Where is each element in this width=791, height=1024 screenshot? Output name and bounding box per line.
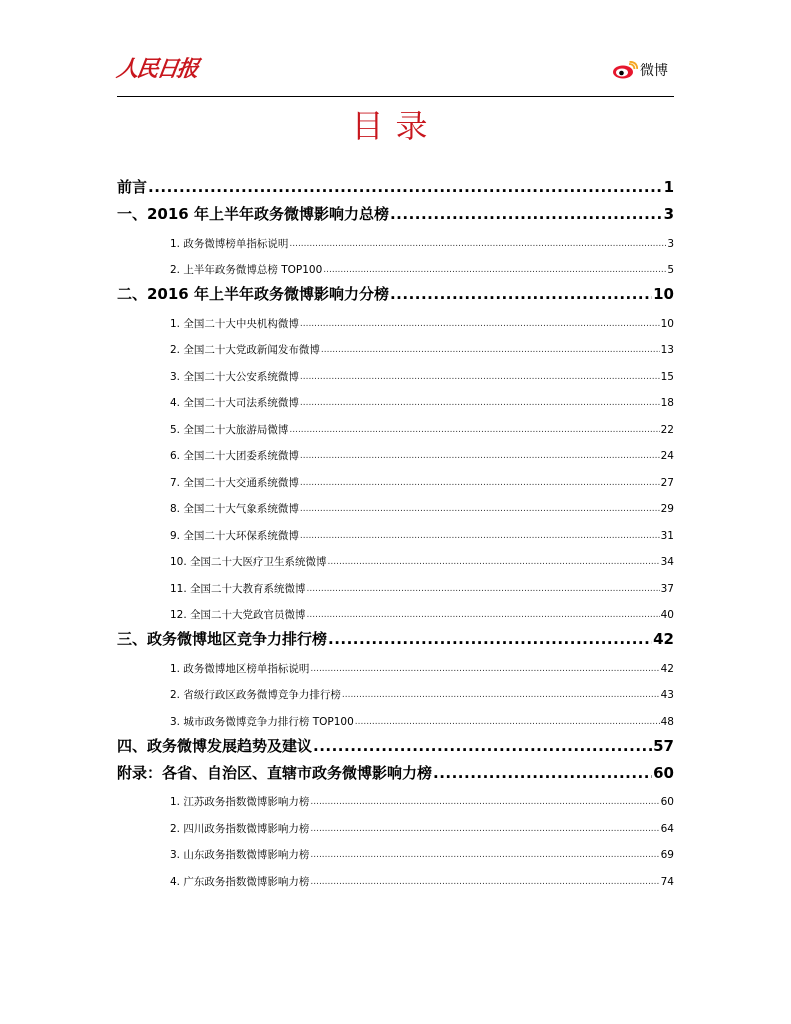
toc-entry-label: 3. 全国二十大公安系统微博 [170,370,299,383]
toc-page-number: 27 [660,476,674,489]
toc-section-entry[interactable] [117,197,674,224]
toc-dot-leader [300,317,660,331]
toc-page-number: 34 [660,556,674,568]
toc-page-number: 3 [663,205,674,223]
page-title: 目录 [351,107,440,145]
toc-section-entry[interactable] [117,170,674,197]
toc-section-entry[interactable] [117,622,674,649]
toc-page-number: 69 [660,849,674,861]
toc-dot-leader [342,688,660,702]
toc-entry-label: 2. 上半年政务微博总榜 TOP100 [170,264,323,276]
toc-dot-leader [300,396,660,410]
toc-entry-label: 2. 四川政务指数微博影响力榜 [170,822,310,835]
toc-entry-label: 四、政务微博发展趋势及建议 [117,736,313,755]
toc-subsection-entry[interactable] [117,809,674,836]
toc-page-number: 64 [660,822,674,835]
toc-entry-label: 3. 城市政务微博竞争力排行榜 TOP100 [170,715,354,728]
toc-page-number: 22 [660,423,674,436]
toc-entry-label: 8. 全国二十大气象系统微博 [170,503,299,515]
toc-dot-leader [310,795,659,809]
toc-dot-leader [390,204,663,224]
toc-entry-label: 4. 广东政务指数微博影响力榜 [170,875,310,888]
toc-dot-leader [310,662,659,676]
toc-page-number: 24 [660,450,674,462]
toc-subsection-entry[interactable] [117,702,674,729]
toc-page-number: 3 [667,237,674,250]
toc-subsection-entry[interactable] [117,649,674,676]
toc-entry-label: 4. 全国二十大司法系统微博 [170,397,299,409]
toc-page-number: 10 [660,317,674,330]
toc-entry-label: 一、2016 年上半年政务微博影响力总榜 [117,205,389,223]
toc-page-number: 43 [660,689,674,701]
toc-subsection-entry[interactable] [117,516,674,543]
toc-page-number: 42 [660,662,674,675]
toc-subsection-entry[interactable] [117,410,674,437]
toc-page-number: 60 [660,796,674,808]
toc-dot-leader [289,423,659,437]
toc-dot-leader [310,875,659,889]
toc-page-number: 15 [660,370,674,383]
toc-dot-leader [310,822,659,836]
peoples-daily-logo: 人民日报 [114,56,199,82]
toc-subsection-entry[interactable] [117,543,674,570]
toc-dot-leader [323,263,666,277]
toc-entry-label: 1. 政务微博地区榜单指标说明 [170,662,310,675]
toc-subsection-entry[interactable] [117,304,674,331]
toc-dot-leader [289,237,666,251]
toc-subsection-entry[interactable] [117,437,674,464]
weibo-logo-text: 微博 [640,63,668,79]
toc-subsection-entry[interactable] [117,569,674,596]
toc-entry-label: 1. 全国二十大中央机构微博 [170,317,299,330]
toc-page-number: 42 [653,630,674,648]
toc-page-number: 13 [660,344,674,356]
toc-entry-label: 附录：各省、自治区、直辖市政务微博影响力榜 [117,763,433,782]
toc-dot-leader [300,529,660,543]
weibo-logo [612,60,668,80]
toc-subsection-entry[interactable] [117,384,674,411]
toc-subsection-entry[interactable] [117,357,674,384]
toc-entry-label: 二、2016 年上半年政务微博影响力分榜 [117,285,389,303]
toc-subsection-entry[interactable] [117,676,674,703]
toc-page-number: 57 [653,736,674,755]
toc-subsection-entry[interactable] [117,490,674,517]
toc-dot-leader [300,449,660,463]
toc-page-number: 40 [660,609,674,621]
toc-entry-label: 3. 山东政务指数微博影响力榜 [170,849,310,861]
toc-dot-leader [307,582,660,596]
toc-entry-label: 2. 全国二十大党政新闻发布微博 [170,344,320,356]
toc-section-entry[interactable] [117,756,674,783]
toc-dot-leader [310,848,659,862]
toc-subsection-entry[interactable] [117,783,674,810]
toc-entry-label: 三、政务微博地区竞争力排行榜 [117,630,328,648]
toc-dot-leader [300,502,660,516]
toc-dot-leader [328,555,660,569]
toc-page-number: 48 [660,715,674,728]
toc-subsection-entry[interactable] [117,251,674,278]
toc-dot-leader [321,343,660,357]
toc-dot-leader [148,177,663,197]
toc-entry-label: 1. 政务微博榜单指标说明 [170,237,289,250]
toc-dot-leader [328,629,652,649]
toc-page-number: 10 [653,285,674,303]
toc-dot-leader [307,608,660,622]
toc-entry-label: 5. 全国二十大旅游局微博 [170,423,289,436]
toc-subsection-entry[interactable] [117,331,674,358]
toc-dot-leader [390,284,652,304]
toc-section-entry[interactable] [117,729,674,756]
toc-dot-leader [355,715,660,729]
toc-dot-leader [300,476,660,490]
toc-page-number: 18 [660,397,674,409]
toc-page-number: 1 [663,178,674,196]
toc-entry-label: 2. 省级行政区政务微博竞争力排行榜 [170,689,341,701]
toc-page-number: 60 [653,763,674,782]
toc-subsection-entry[interactable] [117,862,674,889]
toc-subsection-entry[interactable] [117,224,674,251]
toc-page-number: 37 [660,582,674,595]
toc-section-entry[interactable] [117,277,674,304]
toc-page-number: 31 [660,529,674,542]
toc-page-number: 74 [660,875,674,888]
weibo-eye-icon [612,61,638,79]
toc-page-number: 5 [667,264,674,276]
toc-entry-label: 6. 全国二十大团委系统微博 [170,450,299,462]
toc-subsection-entry[interactable] [117,836,674,863]
toc-entry-label: 9. 全国二十大环保系统微博 [170,529,299,542]
header-divider [117,96,674,97]
toc-subsection-entry[interactable] [117,596,674,623]
toc-entry-label: 7. 全国二十大交通系统微博 [170,476,299,489]
toc-subsection-entry[interactable] [117,463,674,490]
table-of-contents [117,170,674,889]
toc-dot-leader [300,370,660,384]
toc-page-number: 29 [660,503,674,515]
toc-entry-label: 10. 全国二十大医疗卫生系统微博 [170,556,327,568]
toc-entry-label: 1. 江苏政务指数微博影响力榜 [170,796,310,808]
toc-dot-leader [313,736,652,756]
toc-entry-label: 12. 全国二十大党政官员微博 [170,609,306,621]
toc-entry-label: 前言 [117,178,148,196]
toc-entry-label: 11. 全国二十大教育系统微博 [170,582,306,595]
toc-dot-leader [433,763,652,783]
